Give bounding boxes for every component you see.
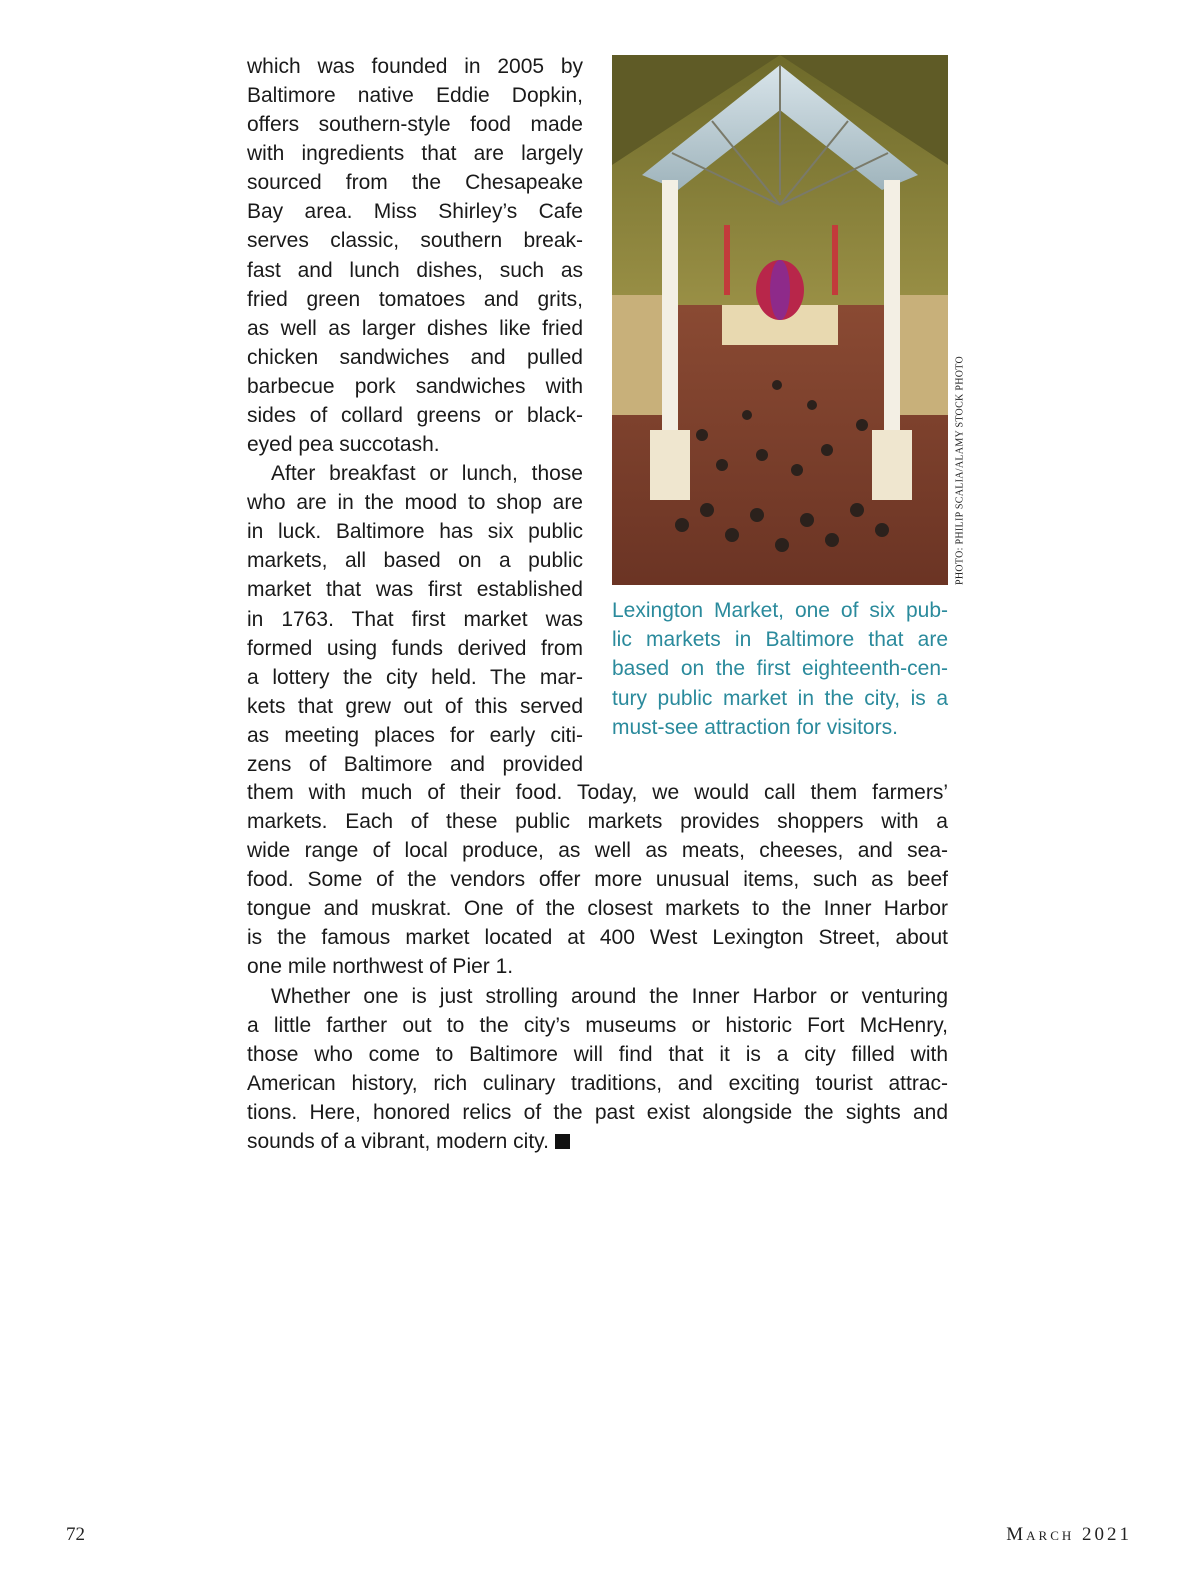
text-line: zens of Baltimore and provided [247, 752, 583, 776]
text-line: in luck. Baltimore has six public [247, 520, 583, 544]
text-line: sides of collard greens or black- [247, 403, 583, 427]
text-line: with ingredients that are largely [247, 142, 583, 166]
photo-credit: PHOTO: PHILIP SCALIA/ALAMY STOCK PHOTO [954, 355, 966, 585]
page-number: 72 [66, 1524, 85, 1545]
text-line: food. Some of the vendors offer more unusual items, such as beef [247, 868, 948, 892]
text-line: market that was first established [247, 578, 583, 602]
text-line: sounds of a vibrant, modern city. [247, 1127, 948, 1156]
text-line: based on the first eighteenth-cen- [612, 657, 948, 681]
text-line: Lexington Market, one of six pub- [612, 599, 948, 622]
text-line: After breakfast or lunch, those [271, 462, 583, 486]
text-line: Baltimore native Eddie Dopkin, [247, 84, 583, 108]
text-line: American history, rich culinary traditions, and exciting tourist attrac- [247, 1071, 948, 1095]
market-photo [612, 55, 948, 585]
text-line: kets that grew out of this served [247, 694, 583, 718]
text-line: as well as larger dishes like fried [247, 316, 583, 340]
text-line: Whether one is just strolling around the Inner Harbor or venturing [271, 984, 948, 1008]
text-line: formed using funds derived from [247, 636, 583, 660]
issue-date: March 2021 [1006, 1524, 1132, 1545]
end-mark [555, 1134, 570, 1149]
text-line: tions. Here, honored relics of the past exist alongside the sights and [247, 1100, 948, 1124]
text-line: is the famous market located at 400 West Lexington Street, about [247, 926, 948, 950]
text-line: lic markets in Baltimore that are [612, 628, 948, 652]
text-line: those who come to Baltimore will find that it is a city filled with [247, 1042, 948, 1066]
text-line: a little farther out to the city’s museums or historic Fort McHenry, [247, 1013, 948, 1037]
text-line: fried green tomatoes and grits, [247, 287, 583, 311]
text-line: serves classic, southern break- [247, 229, 583, 253]
text-line: offers southern-style food made [247, 113, 583, 137]
text-line: markets, all based on a public [247, 549, 583, 573]
text-line: a lottery the city held. The mar- [247, 665, 583, 689]
text-line: barbecue pork sandwiches with [247, 374, 583, 398]
text-line: fast and lunch dishes, such as [247, 258, 583, 282]
text-line: as meeting places for early citi- [247, 723, 583, 747]
text-line: Bay area. Miss Shirley’s Cafe [247, 200, 583, 224]
text-line: sourced from the Chesapeake [247, 171, 583, 195]
text-line: one mile northwest of Pier 1. [247, 955, 514, 979]
text-line: markets. Each of these public markets provides shoppers with a [247, 810, 948, 834]
text-line: tury public market in the city, is a [612, 686, 948, 710]
text-line: chicken sandwiches and pulled [247, 345, 583, 369]
text-line: in 1763. That first market was [247, 607, 583, 631]
text-line: tongue and muskrat. One of the closest markets to the Inner Harbor [247, 897, 948, 921]
text-line: which was founded in 2005 by [247, 55, 583, 78]
text-line: must-see attraction for visitors. [612, 715, 898, 739]
text-line: who are in the mood to shop are [247, 491, 583, 515]
text-line: eyed pea succotash. [247, 433, 440, 457]
text-line: wide range of local produce, as well as meats, cheeses, and sea- [247, 839, 948, 863]
text-line: them with much of their food. Today, we would call them farmers’ [247, 781, 948, 804]
